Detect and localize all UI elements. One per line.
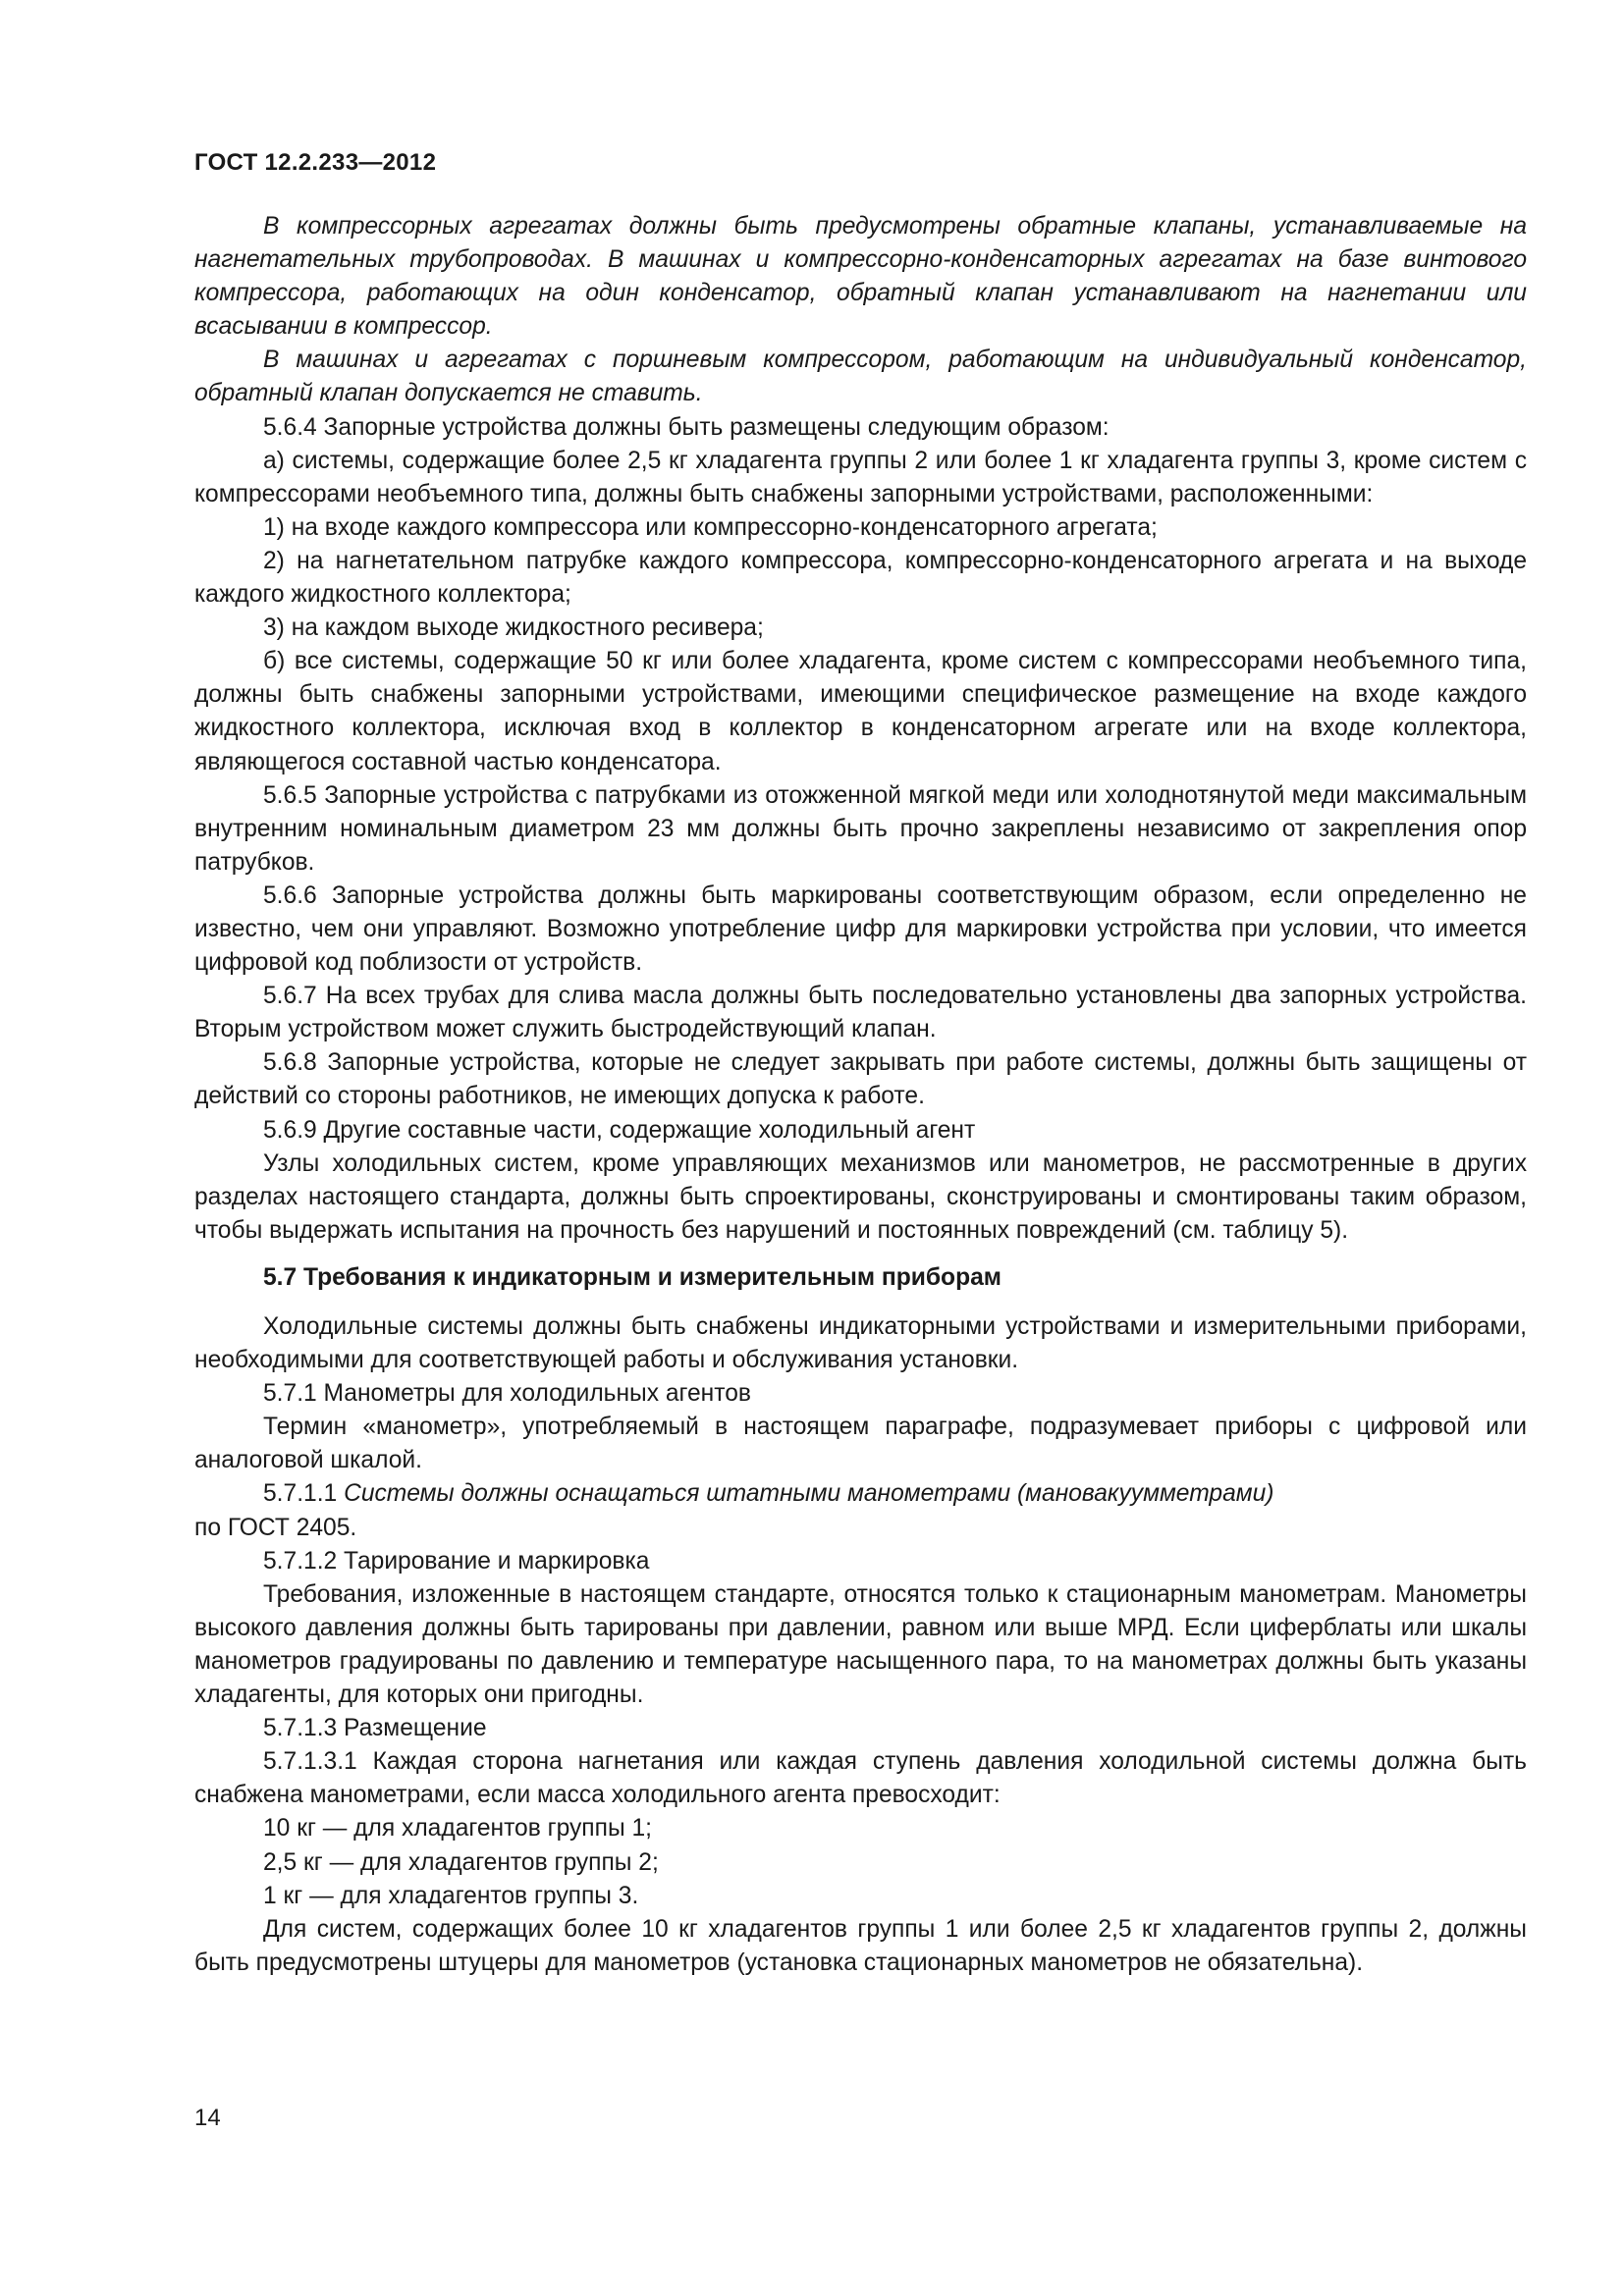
paragraph-check-valves: В компрессорных агрегатах должны быть предусмотрены обратные клапаны, устанавливаемые на нагнетательных трубопроводах. В машинах и компрессорно-конденсаторных агрегатах на базе винтового компрессора, работающих на один конденсатор, обратный клапан устанавливают на нагнетании или всасывании в компрессор.	[194, 213, 1527, 341]
paragraph-5-7-intro: Холодильные системы должны быть снабжены индикаторными устройствами и измерительными приборами, необходимыми для соответствующей работы и обслуживания установки.	[194, 1313, 1527, 1374]
paragraph-5-6-8: 5.6.8 Запорные устройства, которые не следует закрывать при работе системы, должны быть защищены от действий со стороны работников, не имеющих допуска к работе.	[194, 1049, 1527, 1110]
list-item-group-3: 1 кг — для хладагентов группы 3.	[263, 1882, 639, 1909]
section-heading-5-7: 5.7 Требования к индикаторным и измерительным приборам	[263, 1263, 1001, 1291]
document-code-header: ГОСТ 12.2.233—2012	[194, 149, 437, 176]
document-body	[194, 210, 1527, 1980]
list-item-group-1: 10 кг — для хладагентов группы 1;	[263, 1815, 652, 1842]
paragraph-5-7-1-1	[194, 1477, 1527, 1544]
paragraph-piston-compressor: В машинах и агрегатах с поршневым компрессором, работающим на индивидуальный конденсатор, обратный клапан допускается не ставить.	[194, 347, 1527, 407]
paragraph-other-components: Узлы холодильных систем, кроме управляющих механизмов или манометров, не рассмотренные в других разделах настоящего стандарта, должны быть спроектированы, сконструированы и смонтированы таким образом, чтобы выдержать испытания на прочность без нарушений и постоянных повреждений (см. таблицу 5).	[194, 1149, 1527, 1244]
paragraph-manometer-term: Термин «манометр», употребляемый в настоящем параграфе, подразумевает приборы с цифровой или аналоговой шкалой.	[194, 1414, 1527, 1474]
paragraph-5-7-1-3: 5.7.1.3 Размещение	[263, 1715, 487, 1742]
paragraph-5-7-1-3-1: 5.7.1.3.1 Каждая сторона нагнетания или каждая ступень давления холодильной системы должна быть снабжена манометрами, если масса холодильного агента превосходит:	[194, 1748, 1527, 1809]
paragraph-5-6-4-a: а) системы, содержащие более 2,5 кг хладагента группы 2 или более 1 кг хладагента группы 3, кроме систем с компрессорами необъемного типа, должны быть снабжены запорными устройствами, расположенными:	[194, 447, 1527, 507]
paragraph-5-7-1-2: 5.7.1.2 Тарирование и маркировка	[263, 1547, 650, 1575]
paragraph-5-6-5: 5.6.5 Запорные устройства с патрубками из отожженной мягкой меди или холоднотянутой меди максимальным внутренним номинальным диаметром 23 мм должны быть прочно закреплены независимо от закрепления опор патрубков.	[194, 781, 1527, 876]
paragraph-5-7-1: 5.7.1 Манометры для холодильных агентов	[263, 1380, 751, 1408]
paragraph-5-6-6: 5.6.6 Запорные устройства должны быть маркированы соответствующим образом, если определенно не известно, чем они управляют. Возможно употребление цифр для маркировки устройства при условии, что имеется цифровой код поблизости от устройств.	[194, 881, 1527, 977]
clause-tail: по ГОСТ 2405.	[194, 1514, 357, 1541]
list-item-2: 2) на нагнетательном патрубке каждого компрессора, компрессорно-конденсаторного агрегата и на выходе каждого жидкостного коллектора;	[194, 547, 1527, 609]
clause-italic-text: Системы должны оснащаться штатными манометрами (мановакуумметрами)	[344, 1480, 1274, 1508]
paragraph-5-6-4-b: б) все системы, содержащие 50 кг или более хладагента, кроме систем с компрессорами необъемного типа, должны быть снабжены запорными устройствами, имеющими специфическое размещение на входе каждого жидкостного коллектора, исключая вход в коллектор в конденсаторном агрегате или на входе коллектора, являющегося составной частью конденсатора.	[194, 648, 1527, 775]
paragraph-calibration: Требования, изложенные в настоящем стандарте, относятся только к стационарным манометрам. Манометры высокого давления должны быть тарированы при давлении, равном или выше МРД. Если циферблаты или шкалы манометров градуированы по давлению и температуре насыщенного пара, то на манометрах должны быть указаны хладагенты, для которых они пригодны.	[194, 1580, 1527, 1709]
clause-number: 5.7.1.1	[263, 1480, 338, 1508]
list-item-3: 3) на каждом выходе жидкостного ресивера;	[263, 614, 764, 642]
paragraph-5-6-4: 5.6.4 Запорные устройства должны быть размещены следующим образом:	[263, 413, 1110, 441]
paragraph-5-6-9: 5.6.9 Другие составные части, содержащие холодильный агент	[263, 1116, 976, 1144]
list-item-group-2: 2,5 кг — для хладагентов группы 2;	[263, 1848, 659, 1876]
list-item-1: 1) на входе каждого компрессора или компрессорно-конденсаторного агрегата;	[263, 513, 1158, 541]
paragraph-5-6-7: 5.6.7 На всех трубах для слива масла должны быть последовательно установлены два запорных устройства. Вторым устройством может служить быстродействующий клапан.	[194, 983, 1527, 1043]
paragraph-fittings: Для систем, содержащих более 10 кг хладагентов группы 1 или более 2,5 кг хладагентов группы 2, должны быть предусмотрены штуцеры для манометров (установка стационарных манометров не обязательна).	[194, 1915, 1527, 1976]
page-number: 14	[194, 2105, 221, 2131]
